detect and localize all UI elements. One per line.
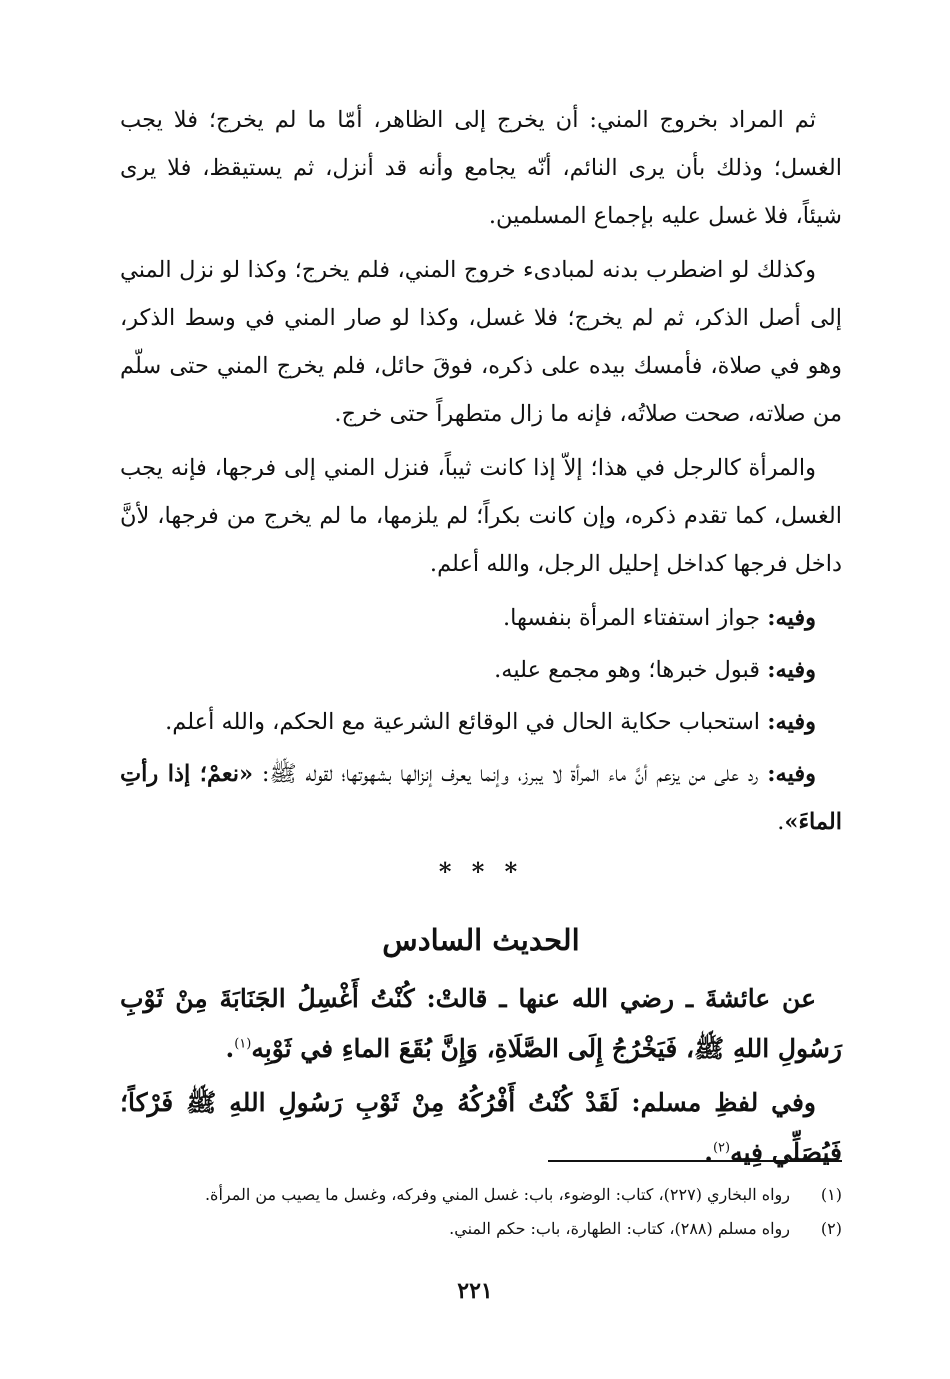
- benefit-label: وفيه:: [767, 709, 816, 735]
- page-number: ٢٢١: [457, 1278, 493, 1304]
- paragraph-movement: وكذلك لو اضطرب بدنه لمبادىء خروج المني، فلم يخرج؛ وكذا لو نزل المني إلى أصل الذكر، ثم لم يخرج؛ فلا غسل، وكذا لو صار المني في وسط الذكر، وهو في صلاة، فأمسك بيده على ذكره، فوقَ حائل، فلم يخرج المني حتى سلّم من صلاته، صحت صلاتُه، فإنه ما زال متطهراً حتى خرج.: [120, 257, 842, 427]
- hadith-end-1: .: [225, 1034, 235, 1063]
- paragraph-woman: والمرأة كالرجل في هذا؛ إلاّ إذا كانت ثيباً، فنزل المني إلى فرجها، فإنه يجب الغسل، كما تقدم ذكره، وإن كانت بكراً؛ لم يلزمها، ما لم يخرج من فرجها، لأنَّ داخل فرجها كداخل إحليل الرجل، والله أعلم.: [120, 455, 842, 577]
- footnote-number: (١): [820, 1185, 842, 1204]
- benefit-label: وفيه:: [767, 657, 816, 683]
- hadith-variant: [120, 1078, 842, 1178]
- footnote-item: [120, 1178, 842, 1212]
- footnote-text: رواه البخاري (٢٢٧)، كتاب: الوضوء، باب: غسل المني وفركه، وغسل ما يصيب من المرأة.: [204, 1185, 790, 1204]
- hadith-quote: «نعمْ؛ إذا رأتِ الماءَ»: [120, 761, 842, 835]
- page-body: [120, 96, 842, 1182]
- section-separator: * * *: [438, 857, 524, 886]
- hadith-text: [120, 974, 842, 1074]
- footnote-item: [120, 1212, 842, 1246]
- hadith-line-2: وفي لفظِ مسلم: لَقَدْ كُنْتُ أَفْرُكُهُ مِنْ ثَوْبِ رَسُولِ اللهِ ﷺ فَرْكاً؛ فَيُصَلِّي فِيه: [120, 1088, 842, 1167]
- footnote-number: (٢): [820, 1219, 842, 1238]
- footnotes: [120, 1178, 842, 1246]
- footnote-divider: [548, 1160, 842, 1162]
- benefit-item: [120, 698, 842, 746]
- benefit-text: رد على من يزعم أنَّ ماء المرأة لا يبرز، وإنما يعرف إنزالها بشهوتها؛ لقوله ﷺ:: [253, 761, 768, 787]
- footnote-ref-2[interactable]: (٢): [712, 1140, 731, 1156]
- benefit-text: قبول خبرها؛ وهو مجمع عليه.: [494, 657, 768, 683]
- benefit-item: [120, 594, 842, 642]
- footnote-ref-1[interactable]: (١): [234, 1036, 252, 1052]
- section-heading: الحديث السادس: [382, 923, 580, 957]
- benefit-label: وفيه:: [767, 761, 816, 787]
- benefit-item: [120, 646, 842, 694]
- benefit-item: [120, 750, 842, 846]
- hadith-line-1: عن عائشةَ ـ رضي الله عنها ـ قالتْ: كُنْتُ أَغْسِلُ الجَنَابَةَ مِنْ ثَوْبِ رَسُولِ اللهِ ﷺ، فَيَخْرُجُ إِلَى الصَّلَاةِ، وَإِنَّ بُقَعَ الماءِ في ثَوْبِه: [120, 984, 842, 1063]
- benefit-text: جواز استفتاء المرأة بنفسها.: [503, 605, 768, 631]
- footnote-text: رواه مسلم (٢٨٨)، كتاب: الطهارة، باب: حكم المني.: [449, 1219, 790, 1238]
- paragraph-semen-exit: ثم المراد بخروج المني: أن يخرج إلى الظاهر، أمّا ما لم يخرج؛ فلا يجب الغسل؛ وذلك بأن يرى النائم، أنّه يجامع وأنه قد أنزل، ثم يستيقظ، فلا يرى شيئاً، فلا غسل عليه بإجماع المسلمين.: [120, 107, 842, 229]
- benefit-text: استحباب حكاية الحال في الوقائع الشرعية مع الحكم، والله أعلم.: [165, 709, 768, 735]
- benefit-end: .: [777, 809, 785, 835]
- benefit-label: وفيه:: [767, 605, 816, 631]
- hadith-end-2: .: [704, 1138, 713, 1167]
